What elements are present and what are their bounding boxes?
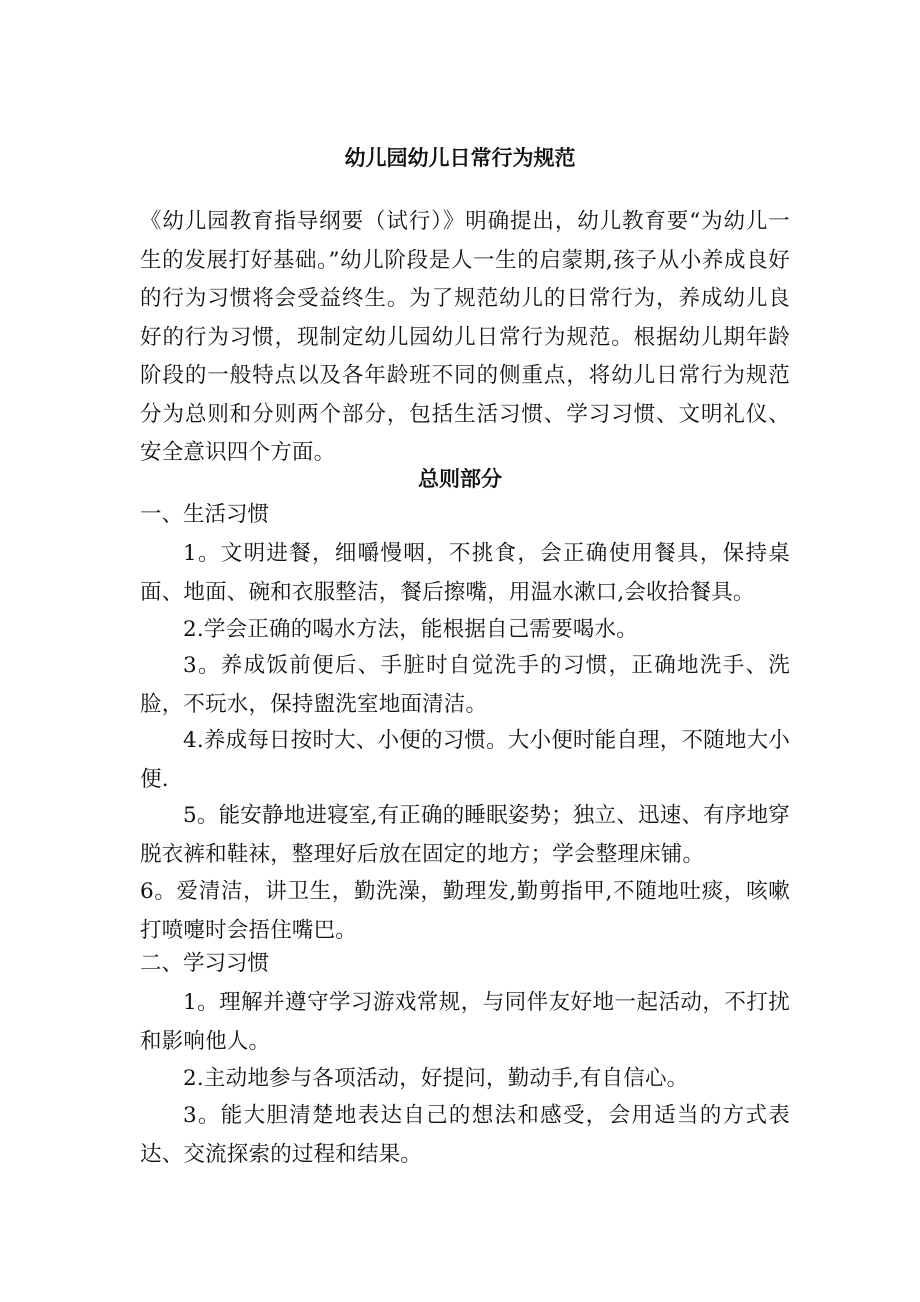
list-item: 1。文明进餐，细嚼慢咽，不挑食，会正确使用餐具，保持桌面、地面、碗和衣服整洁，餐后擦嘴，用温水漱口,会收拾餐具。: [140, 541, 790, 605]
section-heading-living-habits: 一、生活习惯: [140, 502, 270, 527]
list-item: 3。养成饭前便后、手脏时自觉洗手的习惯，正确地洗手、洗脸，不玩水，保持盥洗室地面清洁。: [140, 653, 790, 717]
list-item: 3。能大胆清楚地表达自己的想法和感受，会用适当的方式表达、交流探索的过程和结果。: [140, 1103, 790, 1167]
list-item: 2.学会正确的喝水方法，能根据自己需要喝水。: [183, 617, 638, 642]
list-item: 2.主动地参与各项活动，好提问，勤动手,有自信心。: [183, 1066, 689, 1091]
list-item: 5。能安静地进寝室,有正确的睡眠姿势；独立、迅速、有序地穿脱衣裤和鞋袜，整理好后放在固定的地方；学会整理床铺。: [140, 803, 790, 867]
document-title: 幼儿园幼儿日常行为规范: [344, 146, 576, 170]
list-item: 4.养成每日按时大、小便的习惯。大小便时能自理，不随地大小便.: [140, 728, 790, 792]
list-item: 6。爱清洁，讲卫生，勤洗澡，勤理发,勤剪指甲,不随地吐痰，咳嗽打喷嚏时会捂住嘴巴。: [140, 879, 790, 943]
section-heading-learning-habits: 二、学习习惯: [140, 951, 270, 976]
list-item: 1。理解并遵守学习游戏常规，与同伴友好地一起活动，不打扰和影响他人。: [140, 990, 790, 1054]
intro-paragraph: 《幼儿园教育指导纲要（试行）》明确提出，幼儿教育要“为幼儿一生的发展打好基础。”幼儿阶段是人一生的启蒙期,孩子从小养成良好的行为习惯将会受益终生。为了规范幼儿的日常行为，养成幼儿良好的行为习惯，现制定幼儿园幼儿日常行为规范。根据幼儿期年龄阶段的一般特点以及各年龄班不同的侧重点，将幼儿日常行为规范分为总则和分则两个部分，包括生活习惯、学习习惯、文明礼仪、安全意识四个方面。: [140, 209, 790, 465]
section-group-title: 总则部分: [418, 467, 502, 491]
